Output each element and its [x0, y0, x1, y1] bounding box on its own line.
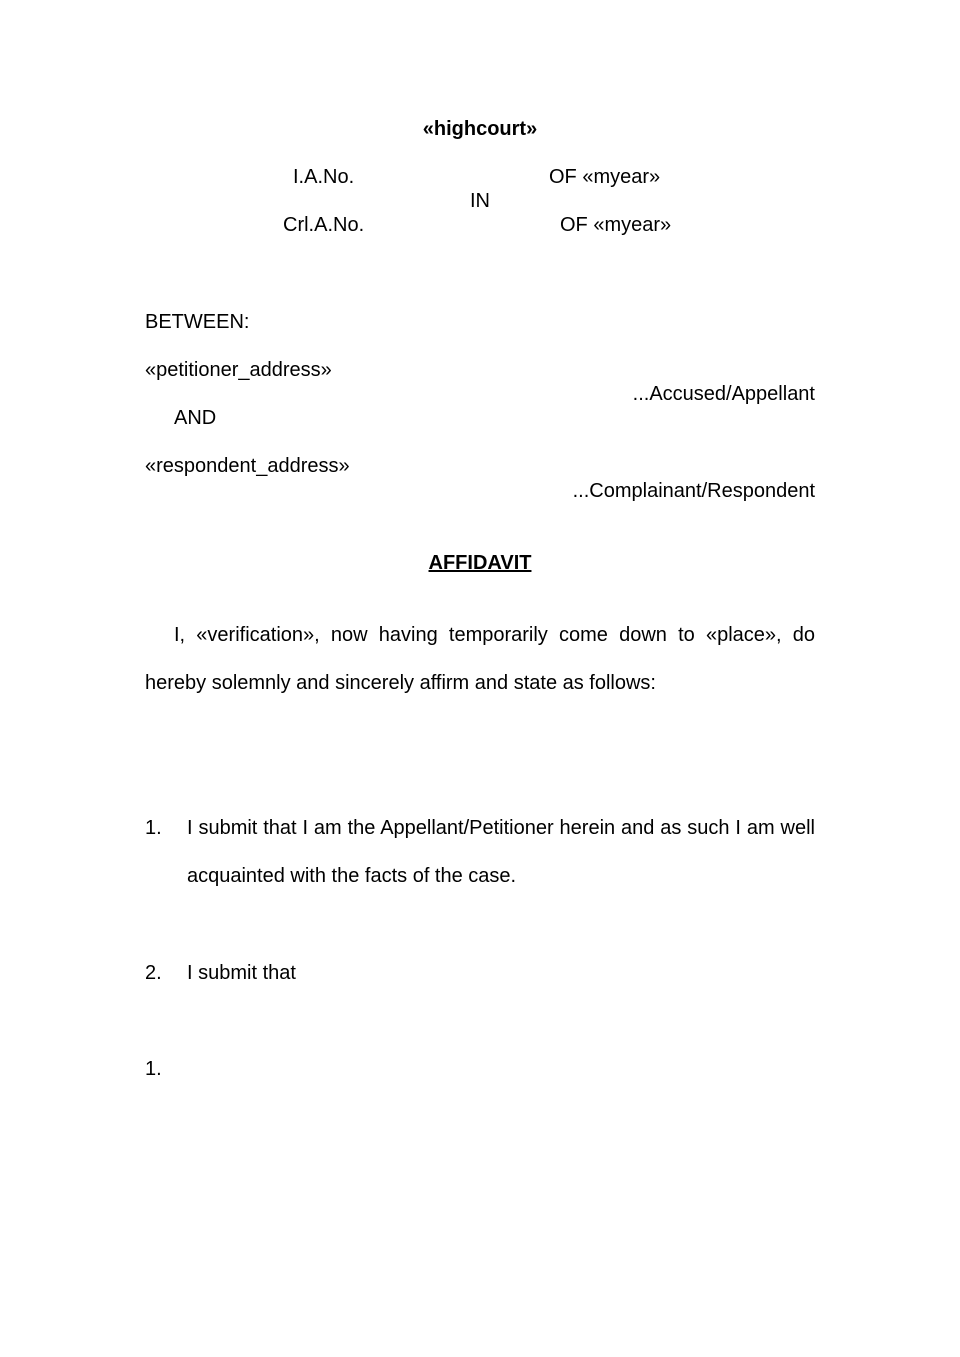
respondent-role: ...Complainant/Respondent	[572, 480, 815, 502]
petitioner-address: «petitioner_address»	[145, 359, 332, 381]
court-name: «highcourt»	[422, 118, 538, 140]
respondent-address: «respondent_address»	[145, 455, 350, 477]
list-item-text: I submit that I am the Appellant/Petitioner herein and as such I am well acquainted with the facts of the case.	[187, 817, 815, 887]
in-connector: IN	[470, 190, 490, 212]
list-item-number: 1.	[145, 817, 162, 839]
ia-year: OF «myear»	[549, 166, 661, 188]
petitioner-role: ...Accused/Appellant	[632, 383, 815, 405]
ia-number-label: I.A.No.	[293, 166, 355, 188]
list-item-number: 2.	[145, 962, 162, 984]
between-label: BETWEEN:	[145, 311, 250, 333]
crl-appeal-year: OF «myear»	[560, 214, 672, 236]
list-item-text: I submit that	[187, 962, 296, 984]
and-connector: AND	[174, 407, 217, 429]
crl-appeal-number-label: Crl.A.No.	[283, 214, 365, 236]
list-item-number: 1.	[145, 1058, 162, 1080]
document-title: AFFIDAVIT	[428, 552, 532, 574]
intro-paragraph: I, «verification», now having temporarily come down to «place», do hereby solemnly and sincerely affirm and state as follows:	[145, 624, 815, 694]
